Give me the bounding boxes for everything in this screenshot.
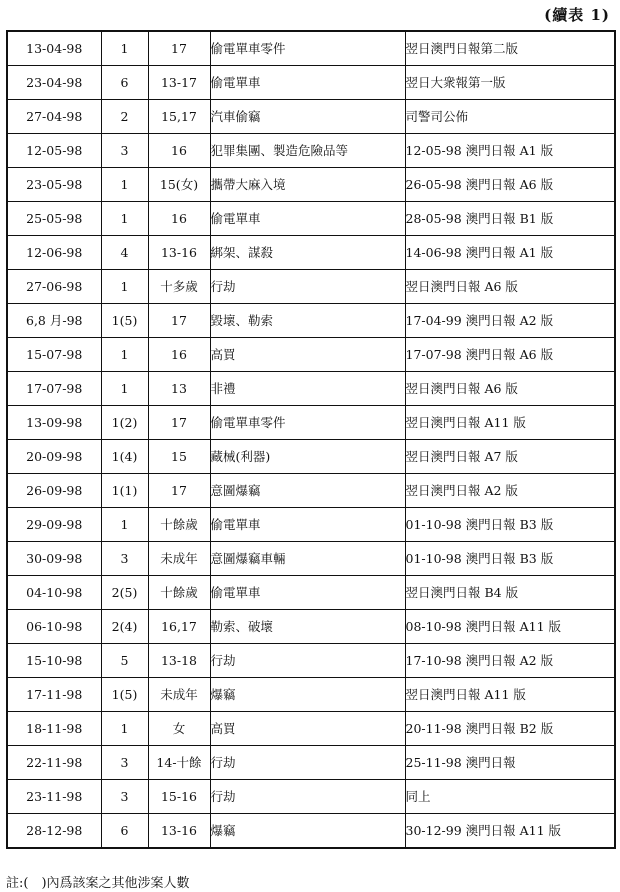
table-body [7,31,615,848]
date-cell: 13-09-98 [7,406,101,440]
age-cell: 十多歲 [148,270,210,304]
count-cell: 2(5) [101,576,148,610]
offence-cell: 偷電單車 [210,508,405,542]
table-row [7,236,615,270]
count-cell: 1(2) [101,406,148,440]
count-cell: 3 [101,746,148,780]
age-cell: 十餘歲 [148,508,210,542]
source-cell: 26-05-98 澳門日報 A6 版 [405,168,615,202]
offence-cell: 綁架、謀殺 [210,236,405,270]
count-cell: 1 [101,270,148,304]
offence-cell: 攜帶大麻入境 [210,168,405,202]
date-cell: 17-07-98 [7,372,101,406]
source-cell: 17-07-98 澳門日報 A6 版 [405,338,615,372]
table-row [7,270,615,304]
age-cell: 16,17 [148,610,210,644]
source-cell: 17-04-99 澳門日報 A2 版 [405,304,615,338]
age-cell: 17 [148,304,210,338]
count-cell: 1 [101,372,148,406]
age-cell: 14-十餘 [148,746,210,780]
date-cell: 25-05-98 [7,202,101,236]
count-cell: 2 [101,100,148,134]
offence-cell: 行劫 [210,780,405,814]
count-cell: 1(4) [101,440,148,474]
date-cell: 27-06-98 [7,270,101,304]
table-row [7,202,615,236]
source-cell: 01-10-98 澳門日報 B3 版 [405,508,615,542]
offence-cell: 藏械(利器) [210,440,405,474]
offence-cell: 勒索、破壞 [210,610,405,644]
offence-cell: 行劫 [210,270,405,304]
age-cell: 15,17 [148,100,210,134]
source-cell: 12-05-98 澳門日報 A1 版 [405,134,615,168]
age-cell: 女 [148,712,210,746]
source-cell: 30-12-99 澳門日報 A11 版 [405,814,615,849]
table-row [7,644,615,678]
offence-cell: 行劫 [210,746,405,780]
offence-cell: 意圖爆竊 [210,474,405,508]
date-cell: 06-10-98 [7,610,101,644]
table-row [7,814,615,849]
offence-cell: 犯罪集團、製造危險品等 [210,134,405,168]
source-cell: 翌日澳門日報 A7 版 [405,440,615,474]
table-row [7,338,615,372]
source-cell: 08-10-98 澳門日報 A11 版 [405,610,615,644]
table-row [7,31,615,66]
source-cell: 翌日澳門日報 A6 版 [405,372,615,406]
offence-cell: 偷電單車 [210,576,405,610]
date-cell: 20-09-98 [7,440,101,474]
source-cell: 同上 [405,780,615,814]
table-row [7,134,615,168]
age-cell: 13-16 [148,236,210,270]
source-cell: 翌日澳門日報 B4 版 [405,576,615,610]
source-cell: 25-11-98 澳門日報 [405,746,615,780]
date-cell: 6,8 月-98 [7,304,101,338]
source-cell: 17-10-98 澳門日報 A2 版 [405,644,615,678]
table-row [7,746,615,780]
source-cell: 14-06-98 澳門日報 A1 版 [405,236,615,270]
count-cell: 1 [101,508,148,542]
age-cell: 13 [148,372,210,406]
continued-table-label: (續表 1) [544,6,610,24]
table-row [7,712,615,746]
date-cell: 18-11-98 [7,712,101,746]
source-cell: 翌日澳門日報 A2 版 [405,474,615,508]
date-cell: 23-11-98 [7,780,101,814]
source-cell: 28-05-98 澳門日報 B1 版 [405,202,615,236]
source-cell: 司警司公佈 [405,100,615,134]
age-cell: 未成年 [148,678,210,712]
count-cell: 3 [101,780,148,814]
offence-cell: 爆竊 [210,678,405,712]
count-cell: 3 [101,134,148,168]
table-row [7,304,615,338]
offence-cell: 意圖爆竊車輛 [210,542,405,576]
count-cell: 1 [101,168,148,202]
count-cell: 5 [101,644,148,678]
source-cell: 翌日澳門日報 A6 版 [405,270,615,304]
age-cell: 17 [148,474,210,508]
table-row [7,100,615,134]
age-cell: 17 [148,406,210,440]
table-row [7,678,615,712]
date-cell: 15-07-98 [7,338,101,372]
date-cell: 29-09-98 [7,508,101,542]
table-row [7,508,615,542]
source-cell: 翌日大衆報第一版 [405,66,615,100]
date-cell: 28-12-98 [7,814,101,849]
offence-cell: 高買 [210,338,405,372]
count-cell: 2(4) [101,610,148,644]
count-cell: 1 [101,712,148,746]
table-row [7,576,615,610]
date-cell: 12-05-98 [7,134,101,168]
count-cell: 1 [101,338,148,372]
source-cell: 20-11-98 澳門日報 B2 版 [405,712,615,746]
date-cell: 15-10-98 [7,644,101,678]
age-cell: 15(女) [148,168,210,202]
count-cell: 1(5) [101,304,148,338]
date-cell: 22-11-98 [7,746,101,780]
table-row [7,440,615,474]
date-cell: 27-04-98 [7,100,101,134]
offence-cell: 行劫 [210,644,405,678]
date-cell: 13-04-98 [7,31,101,66]
age-cell: 15-16 [148,780,210,814]
date-cell: 17-11-98 [7,678,101,712]
table-row [7,372,615,406]
table-row [7,168,615,202]
juvenile-cases-table [6,30,616,849]
table-row [7,780,615,814]
count-cell: 1(1) [101,474,148,508]
source-cell: 翌日澳門日報 A11 版 [405,678,615,712]
age-cell: 15 [148,440,210,474]
age-cell: 十餘歲 [148,576,210,610]
age-cell: 16 [148,202,210,236]
offence-cell: 偷電單車 [210,202,405,236]
table-row [7,406,615,440]
count-cell: 4 [101,236,148,270]
offence-cell: 非禮 [210,372,405,406]
age-cell: 16 [148,338,210,372]
age-cell: 17 [148,31,210,66]
offence-cell: 汽車偷竊 [210,100,405,134]
count-cell: 1 [101,202,148,236]
source-cell: 01-10-98 澳門日報 B3 版 [405,542,615,576]
table-row [7,474,615,508]
offence-cell: 爆竊 [210,814,405,849]
footnote: 註:( )內爲該案之其他涉案人數 [6,876,190,891]
count-cell: 1(5) [101,678,148,712]
count-cell: 3 [101,542,148,576]
offence-cell: 偷電單車零件 [210,406,405,440]
date-cell: 23-04-98 [7,66,101,100]
count-cell: 6 [101,814,148,849]
age-cell: 13-16 [148,814,210,849]
count-cell: 1 [101,31,148,66]
offence-cell: 毀壞、勒索 [210,304,405,338]
count-cell: 6 [101,66,148,100]
date-cell: 23-05-98 [7,168,101,202]
offence-cell: 高買 [210,712,405,746]
age-cell: 未成年 [148,542,210,576]
date-cell: 26-09-98 [7,474,101,508]
source-cell: 翌日澳門日報 A11 版 [405,406,615,440]
age-cell: 16 [148,134,210,168]
age-cell: 13-18 [148,644,210,678]
date-cell: 12-06-98 [7,236,101,270]
source-cell: 翌日澳門日報第二版 [405,31,615,66]
table-row [7,610,615,644]
age-cell: 13-17 [148,66,210,100]
offence-cell: 偷電單車 [210,66,405,100]
date-cell: 04-10-98 [7,576,101,610]
offence-cell: 偷電單車零件 [210,31,405,66]
table-row [7,66,615,100]
table-row [7,542,615,576]
date-cell: 30-09-98 [7,542,101,576]
